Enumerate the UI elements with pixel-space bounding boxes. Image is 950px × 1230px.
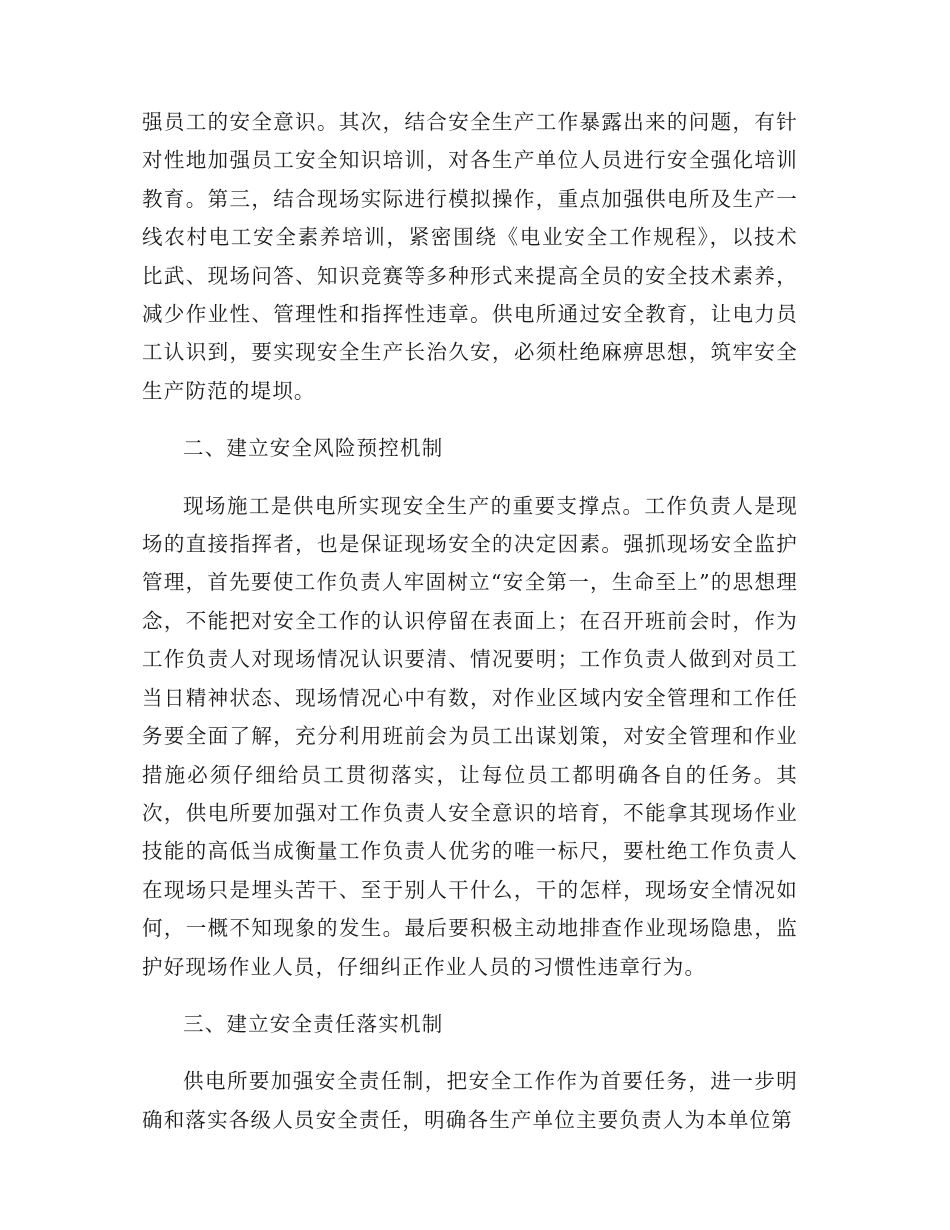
- section-heading-2: 二、建立安全风险预控机制: [183, 436, 444, 461]
- body-paragraph-1: 强员工的安全意识。其次，结合安全生产工作暴露出来的问题，有针对性地加强员工安全知识培训，对各生产单位人员进行安全强化培训教育。第三，结合现场实际进行模拟操作，重点加强供电所及生产一线农村电工安全素养培训，紧密围绕《电业安全工作规程》，以技术比武、现场问答、知识竞赛等多种形式来提高全员的安全技术素养，减少作业性、管理性和指挥性违章。供电所通过安全教育，让电力员工认识到，要实现安全生产长治久安，必须杜绝麻痹思想，筑牢安全生产防范的堤坝。: [142, 110, 798, 403]
- body-paragraph-2: 现场施工是供电所实现安全生产的重要支撑点。工作负责人是现场的直接指挥者，也是保证现场安全的决定因素。强抓现场安全监护管理，首先要使工作负责人牢固树立“安全第一，生命至上”的思想理念，不能把对安全工作的认识停留在表面上；在召开班前会时，作为工作负责人对现场情况认识要清、情况要明；工作负责人做到对员工当日精神状态、现场情况心中有数，对作业区域内安全管理和工作任务要全面了解，充分利用班前会为员工出谋划策，对安全管理和作业措施必须仔细给员工贯彻落实，让每位员工都明确各自的任务。其次，供电所要加强对工作负责人安全意识的培育，不能拿其现场作业技能的高低当成衡量工作负责人优劣的唯一标尺，要杜绝工作负责人在现场只是埋头苦干、至于别人干什么，干的怎样，现场安全情况如何，一概不知现象的发生。最后要积极主动地排查作业现场隐患，监护好现场作业人员，仔细纠正作业人员的习惯性违章行为。: [142, 493, 798, 979]
- body-paragraph-3: 供电所要加强安全责任制，把安全工作作为首要任务，进一步明确和落实各级人员安全责任，明确各生产单位主要负责人为本单位第: [142, 1069, 798, 1132]
- document-body: [142, 103, 798, 1139]
- section-heading-3: 三、建立安全责任落实机制: [183, 1011, 444, 1036]
